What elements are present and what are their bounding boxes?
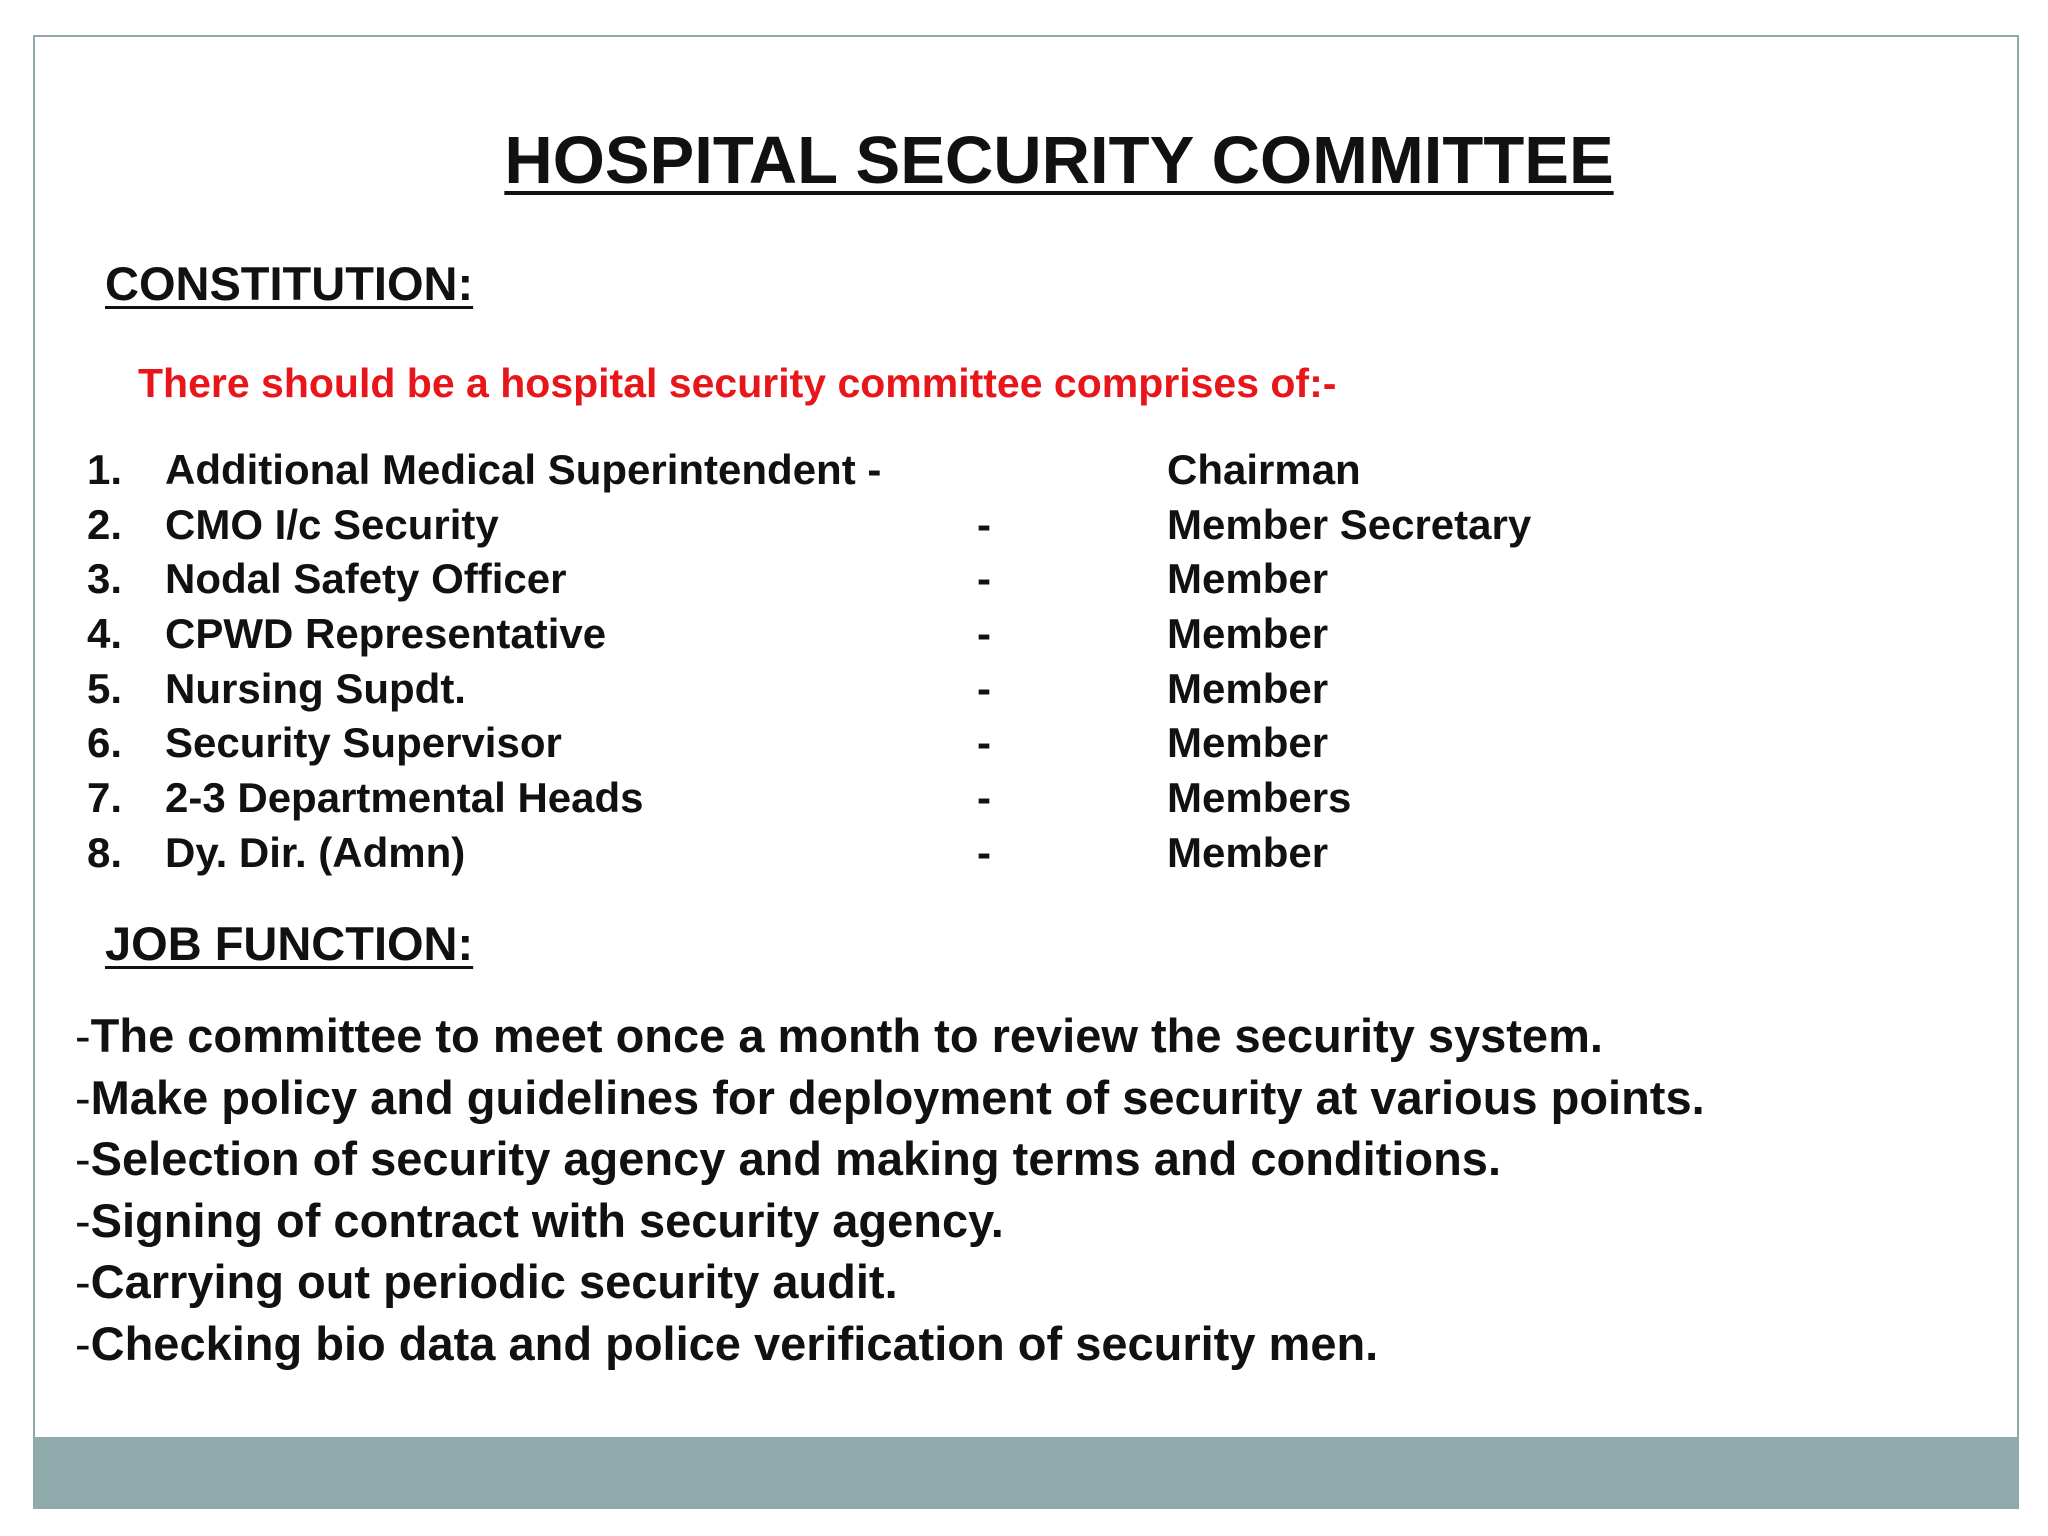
member-row: [87, 552, 1587, 607]
member-row: [87, 826, 1587, 881]
member-number: 5.: [87, 664, 123, 712]
slide: [33, 35, 2019, 1509]
member-number: 4.: [87, 610, 123, 658]
member-role: Member: [1167, 828, 1329, 876]
list-item: [75, 1190, 1705, 1252]
member-number: 8.: [87, 828, 123, 876]
function-text: Selection of security agency and making terms and conditions.: [90, 1132, 1502, 1185]
member-dash: -: [977, 555, 991, 603]
function-text: Make policy and guidelines for deployment of security at various points.: [90, 1070, 1705, 1124]
constitution-heading: CONSTITUTION:: [105, 257, 474, 310]
member-role: Member: [1167, 555, 1329, 603]
member-dash: -: [977, 828, 991, 876]
page-title: [35, 121, 2017, 201]
list-item: [75, 1251, 1705, 1313]
member-number: 1.: [87, 446, 123, 493]
member-name: Dy. Dir. (Admn): [165, 828, 466, 876]
member-number: 6.: [87, 719, 123, 767]
member-role: Member: [1167, 664, 1329, 712]
member-name: CMO I/c Security: [165, 500, 499, 548]
job-function-list: [75, 1005, 1705, 1374]
function-text: Signing of contract with security agency.: [90, 1193, 1004, 1247]
job-function-heading: JOB FUNCTION:: [105, 917, 474, 970]
member-row: [87, 716, 1587, 771]
bullet-dash: -: [75, 1255, 91, 1308]
member-name: Nodal Safety Officer: [165, 555, 567, 603]
member-role: Chairman: [1167, 446, 1361, 493]
list-item: [75, 1005, 1705, 1067]
member-role: Members: [1167, 774, 1352, 822]
bullet-dash: -: [75, 1070, 91, 1124]
member-row: [87, 443, 1587, 498]
member-number: 2.: [87, 500, 123, 548]
member-role: Member Secretary: [1167, 500, 1532, 548]
bullet-dash: -: [75, 1009, 91, 1062]
footer-bar: [35, 1437, 2017, 1507]
list-item: [75, 1128, 1705, 1190]
member-row: [87, 607, 1587, 662]
bullet-dash: -: [75, 1193, 91, 1247]
list-item: [75, 1313, 1705, 1375]
member-dash: -: [977, 610, 991, 658]
function-text: Checking bio data and police verification of security men.: [90, 1316, 1379, 1370]
member-dash: -: [977, 500, 991, 548]
member-row: [87, 662, 1587, 717]
member-name: CPWD Representative: [165, 610, 607, 658]
member-name: Security Supervisor: [165, 719, 562, 767]
function-text: The committee to meet once a month to review the security system.: [90, 1009, 1603, 1062]
constitution-intro: There should be a hospital security committee comprises of:-: [138, 360, 1337, 406]
member-dash: -: [977, 774, 991, 822]
function-text: Carrying out periodic security audit.: [90, 1255, 898, 1308]
member-name: Additional Medical Superintendent -: [165, 446, 882, 493]
member-name: Nursing Supdt.: [165, 664, 466, 712]
member-dash: -: [977, 664, 991, 712]
member-row: [87, 498, 1587, 553]
bullet-dash: -: [75, 1316, 91, 1370]
member-number: 7.: [87, 774, 123, 822]
member-role: Member: [1167, 719, 1329, 767]
member-row: [87, 771, 1587, 826]
bullet-dash: -: [75, 1132, 91, 1185]
member-name: 2-3 Departmental Heads: [165, 774, 644, 822]
member-number: 3.: [87, 555, 123, 603]
list-item: [75, 1067, 1705, 1129]
page-title-text: HOSPITAL SECURITY COMMITTEE: [504, 123, 1614, 198]
member-dash: -: [977, 719, 991, 767]
member-role: Member: [1167, 610, 1329, 658]
member-list: [87, 443, 1587, 881]
